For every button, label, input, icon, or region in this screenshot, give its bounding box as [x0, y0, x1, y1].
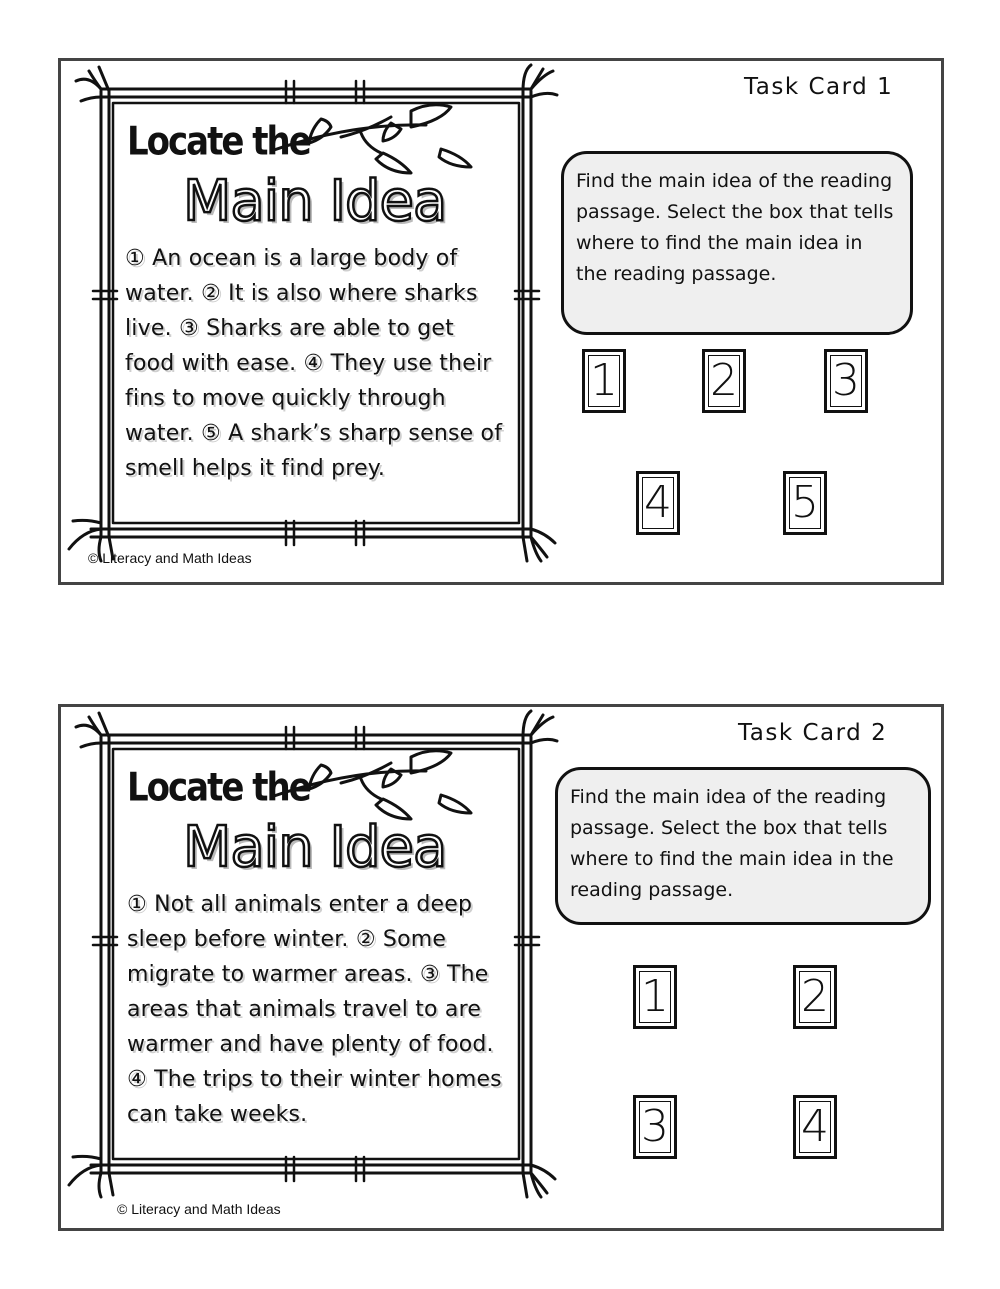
choice-5-button[interactable]: 5 — [783, 471, 827, 535]
reading-passage: ① Not all animals enter a deep sleep before winter. ② Some migrate to warmer areas. ③ The areas that animals travel to are warmer and have plenty of food. ④ The trips to their winter homes can take weeks. — [127, 892, 502, 1127]
task-card-label: Task Card 2 — [738, 720, 888, 746]
title-locate: Locate the — [127, 765, 310, 811]
choice-4-button[interactable]: 4 — [793, 1095, 837, 1159]
title-locate: Locate the — [127, 119, 310, 165]
reading-passage: ① An ocean is a large body of water. ② It is also where sharks live. ③ Sharks are able to get food with ease. ④ They use their fins to move quickly through water. ⑤ A shark’s sharp sense of smell helps it find prey. — [125, 246, 503, 481]
choice-2-button[interactable]: 2 — [793, 965, 837, 1029]
copyright-text: © Literacy and Math Ideas — [88, 550, 252, 566]
task-card-1 — [58, 58, 944, 585]
instructions-text: Find the main idea of the reading passage. Select the box that tells where to find the main idea in the reading passage. — [570, 786, 894, 901]
choice-4-button[interactable]: 4 — [636, 471, 680, 535]
task-card-2 — [58, 704, 944, 1231]
instructions-box — [555, 767, 931, 925]
task-card-label: Task Card 1 — [744, 74, 894, 100]
title-main-idea: Main Idea — [183, 169, 447, 234]
copyright-text: © Literacy and Math Ideas — [117, 1201, 281, 1217]
instructions-box — [561, 151, 913, 335]
choice-1-button[interactable]: 1 — [582, 349, 626, 413]
choice-2-button[interactable]: 2 — [702, 349, 746, 413]
choice-3-button[interactable]: 3 — [633, 1095, 677, 1159]
choice-1-button[interactable]: 1 — [633, 965, 677, 1029]
instructions-text: Find the main idea of the reading passage. Select the box that tells where to find the main idea in the reading passage. — [576, 170, 894, 285]
title-main-idea: Main Idea — [183, 815, 447, 880]
choice-3-button[interactable]: 3 — [824, 349, 868, 413]
